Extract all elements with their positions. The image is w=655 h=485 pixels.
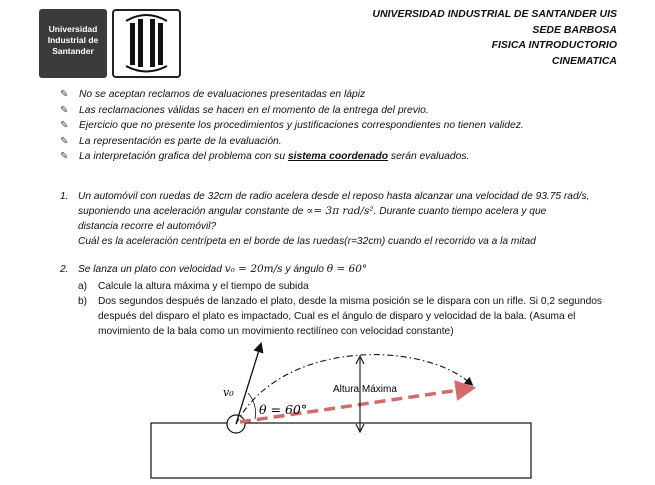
- logo-line-2: Industrial de: [47, 35, 99, 45]
- logo-line-3: Santander: [52, 46, 94, 56]
- checkbox-bullet-icon: ✎: [60, 135, 69, 147]
- rule-item: ✎ Las reclamaciones válidas se hacen en el momento de la entrega del previo.: [60, 103, 524, 119]
- angular-acceleration-formula: ∝= 3π rad/s²: [306, 205, 374, 217]
- rule-emphasis: sistema coordenado: [287, 151, 389, 163]
- rule-item: ✎ No se aceptan reclamos de evaluaciones presentadas en lápiz: [60, 87, 524, 103]
- header-sede: SEDE BARBOSA: [532, 23, 617, 36]
- header-course: FISICA INTRODUCTORIO: [491, 39, 617, 51]
- rule-item: ✎ Ejercicio que no presente los procedimientos y justificaciones correspondientes no tienen validez.: [60, 118, 524, 134]
- question-text: distancia recorre el automóvil?: [78, 221, 217, 232]
- altura-maxima-label: Altura Máxima: [333, 384, 397, 395]
- v0-label: v₀: [223, 386, 234, 399]
- question-text: Cuál es la aceleración centrípeta en el borde de las ruedas(r=32cm) cuando el recorrido va a la mitad: [78, 236, 536, 247]
- sub-question-b: b) Dos segundos después de lanzado el plato, desde la misma posición se le dispara con un rifle. Si 0,2 segundos: [78, 296, 603, 307]
- question-number: 1.: [60, 191, 69, 202]
- logo-line-1: Universidad: [48, 24, 98, 34]
- theta-label: θ = 60°: [259, 402, 308, 417]
- header-topic: CINEMATICA: [551, 54, 617, 67]
- rule-item: ✎ La interpretación grafica del problema con su sistema coordenado serán evaluados.: [60, 149, 524, 165]
- sub-question-b-cont: después del disparo el plato es impactado, Cual es el ángulo de disparo y velocidad de la bala. (Asuma el: [98, 311, 576, 322]
- sub-question-a: a) Calcule la altura máxima y el tiempo de subida: [78, 281, 309, 292]
- angle-formula: θ = 60°: [326, 263, 368, 275]
- checkbox-bullet-icon: ✎: [60, 151, 69, 163]
- checkbox-bullet-icon: ✎: [60, 89, 69, 100]
- angle-arc: [248, 393, 256, 419]
- checkbox-bullet-icon: ✎: [60, 120, 69, 132]
- sub-question-b-cont: movimiento de la bala como un movimiento rectilíneo con velocidad constante): [98, 326, 454, 337]
- header-university: UNIVERSIDAD INDUSTRIAL DE SANTANDER UIS: [372, 8, 617, 20]
- ground-block: [151, 423, 531, 478]
- rule-item: ✎ La representación es parte de la evaluación.: [60, 134, 524, 150]
- question-text: Un automóvil con ruedas de 32cm de radio acelera desde el reposo hasta alcanzar una velocidad de 93.75 rad/s,: [78, 191, 590, 202]
- question-number: 2.: [60, 264, 69, 275]
- question-text: suponiendo una aceleración angular constante de ∝= 3π rad/s². Durante cuanto tiempo acelera y que: [78, 205, 547, 217]
- question-text: Se lanza un plato con velocidad v₀ = 20m/s y ángulo θ = 60°: [78, 263, 368, 275]
- checkbox-bullet-icon: ✎: [60, 104, 69, 116]
- velocity-formula: v₀ = 20m/s: [224, 263, 283, 275]
- velocity-vector: [236, 347, 260, 424]
